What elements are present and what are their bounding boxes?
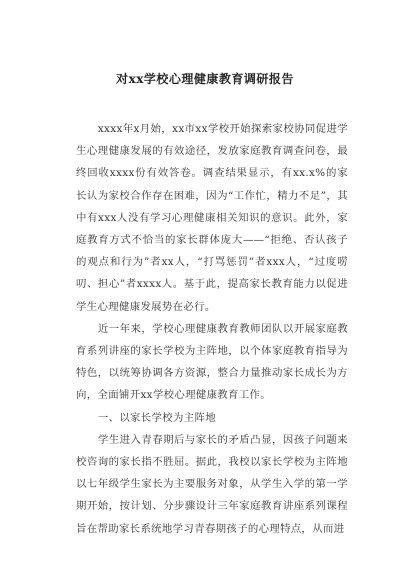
paragraph-parent-school: 学生进入青春期后与家长的矛盾凸显，因孩子问题来校咨询的家长指不胜屈。据此，我校以家长学校为主阵地以七年级学生家长为主要服务对象，从学生入学的第一学期开始，按计划、分步骤设计三年家庭教育讲座系列课程旨在帮助家长系统地学习青春期孩子的心理特点，从而进 bbox=[76, 433, 348, 535]
document-body bbox=[76, 118, 348, 540]
section-heading-parent-school: 一、以家长学校为主阵地 bbox=[97, 411, 216, 424]
paragraph-survey: xxxx年x月始，xx市xx学校开始探索家校协同促进学生心理健康发展的有效途径，发放家庭教育调查问卷，最终回收xxxx份有效答卷。调查结果显示，有xx.x%的家长认为家校合作存在困难，因为“工作忙，精力不足”，其中有xxx人没有学习心理健康相关知识的意识。此外，家庭教育方式不恰当的家长群体庞大——“拒绝、否认孩子的观点和行为”者xx人，“打骂惩罚”者xxx人，“过度唠叨、担心”者xxxx人。基于此，提高家长教育能力以促进学生心理健康发展势在必行。 bbox=[76, 123, 348, 313]
document-title: 对xx学校心理健康教育调研报告 bbox=[116, 72, 294, 86]
paragraph-team-work: 近一年来，学校心理健康教育教师团队以开展家庭教育系列讲座的家长学校为主阵地，以个体家庭教育指导为特色，以统筹协调各方资源，整合力量推动家长成长为方向，全面铺开xx学校心理健康教育工作。 bbox=[76, 322, 348, 402]
